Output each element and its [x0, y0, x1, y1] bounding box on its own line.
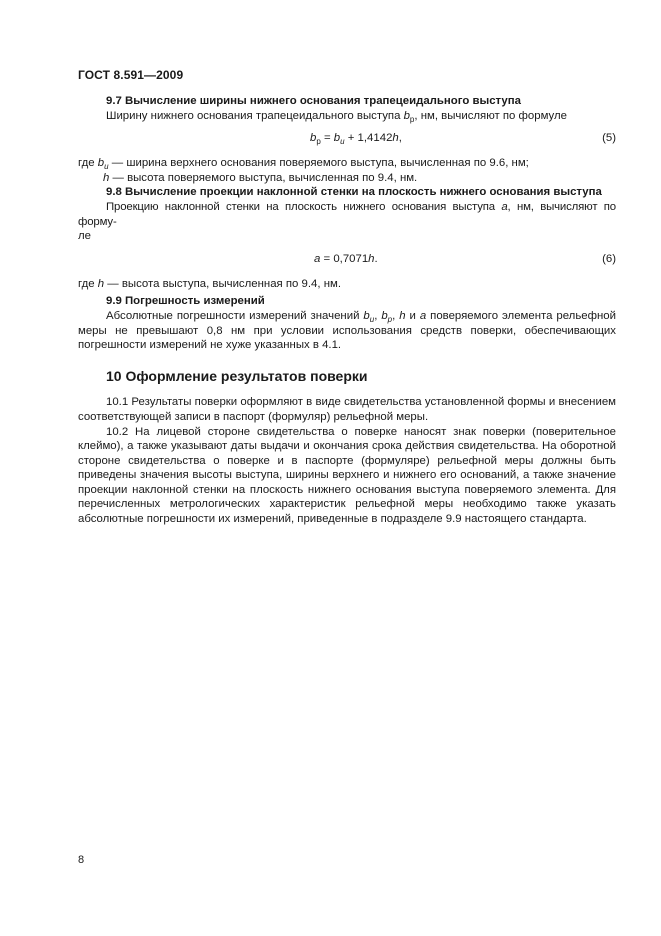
subscript: и — [369, 314, 375, 324]
variable: b — [363, 309, 370, 322]
where-text: — высота выступа, вычисленная по 9.4, нм. — [104, 277, 341, 290]
where-variable: h — [103, 171, 110, 184]
formula-subscript: р — [316, 137, 321, 147]
formula-punct: , — [398, 132, 402, 145]
formula-6-row — [78, 250, 616, 270]
where-text: — высота поверяемого выступа, вычисленная по 9.4, нм. — [109, 171, 418, 184]
variable: a — [419, 309, 427, 322]
separator: и — [405, 309, 420, 322]
para-text: Абсолютные погрешности измерений значений — [106, 309, 364, 322]
equation-number-5: (5) — [602, 132, 616, 145]
document-header: ГОСТ 8.591—2009 — [78, 68, 184, 82]
formula-punct: . — [374, 252, 378, 265]
formula-coefficient: + 1,4142 — [344, 132, 393, 145]
intro-text: Ширину нижнего основания трапецеидального выступа — [106, 109, 404, 122]
subsection-9-9-heading: 9.9 Погрешность измерений — [106, 295, 265, 308]
formula-var: h — [368, 252, 375, 265]
intro-variable: a — [501, 200, 508, 213]
where-variable: b — [97, 157, 105, 170]
subsection-9-7-heading: 9.7 Вычисление ширины нижнего основания трапецеидального выступа — [106, 95, 521, 107]
formula-operator: = — [320, 132, 334, 145]
formula-subscript: и — [340, 137, 345, 147]
section-10-heading: 10 Оформление результатов поверки — [106, 367, 368, 384]
para-text: поверяемого элемента рельефной меры не превышают 0,8 нм при условии использования средств поверки, обеспечивающих погрешности измерений не хуже указанных в 4.1. — [78, 309, 616, 352]
subsection-9-9-text — [78, 309, 616, 353]
where-label: где — [78, 157, 98, 170]
where-clause-b-i — [78, 156, 616, 171]
document-body — [78, 94, 616, 527]
where-text: — ширина верхнего основания поверяемого выступа, вычисленная по 9.6, нм; — [108, 157, 529, 170]
subsection-9-8-intro — [78, 200, 616, 229]
where-subscript: и — [104, 162, 109, 172]
separator: , — [392, 309, 400, 322]
formula-var: h — [392, 132, 399, 145]
subscript: р — [387, 314, 393, 324]
equation-number-6: (6) — [602, 252, 616, 265]
intro-text-end: , нм, вычисляют по форму- — [78, 200, 616, 228]
subsection-9-8-intro-cont: ле — [78, 230, 91, 243]
page-number: 8 — [78, 854, 85, 866]
formula-var: b — [310, 132, 317, 145]
section-10-1-text: 10.1 Результаты поверки оформляют в виде свидетельства установленной формы и внесением соответствующей записи в паспорт (формуляр) рельефной меры. — [78, 396, 616, 423]
formula-var: a — [314, 252, 321, 265]
intro-text: Проекцию наклонной стенки на плоскость нижнего основания выступа — [106, 200, 502, 213]
formula-coefficient: = 0,7071 — [320, 252, 369, 265]
subsection-9-8-heading: 9.8 Вычисление проекции наклонной стенки на плоскость нижнего основания выступа — [106, 186, 602, 199]
where-clause-h-2 — [78, 277, 616, 292]
where-clause-h — [78, 171, 616, 186]
formula-var: b — [333, 132, 341, 145]
where-label: где — [78, 277, 98, 290]
intro-variable: b — [403, 109, 410, 122]
section-10-2-text: 10.2 На лицевой стороне свидетельства о поверке наносят знак поверки (поверительное клеймо), а также указывают даты выдачи и окончания срока действия свидетельства. На оборотной стороне свидетельства о поверке и в паспорте (формуляре) рельефной меры должны быть приведены значения высоты выступа, ширины верхнего и нижнего его оснований, а также значение проекции наклонной стенки на плоскость нижнего основания выступа поверяемого элемента. Для перечисленных метрологических характеристик рельефной меры необходимо также указать абсолютные погрешности их измерений, приведенные в подразделе 9.9 настоящего стандарта. — [78, 425, 616, 526]
formula-5-row — [78, 129, 616, 149]
subsection-9-7-intro — [78, 109, 616, 124]
variable: b — [381, 309, 388, 322]
formula-6 — [314, 252, 378, 267]
variable: h — [399, 309, 406, 322]
intro-text-end: , нм, вычисляют по формуле — [414, 109, 567, 122]
intro-subscript: р — [409, 114, 415, 124]
separator: , — [374, 309, 382, 322]
where-variable: h — [97, 277, 105, 290]
formula-5 — [310, 131, 402, 146]
